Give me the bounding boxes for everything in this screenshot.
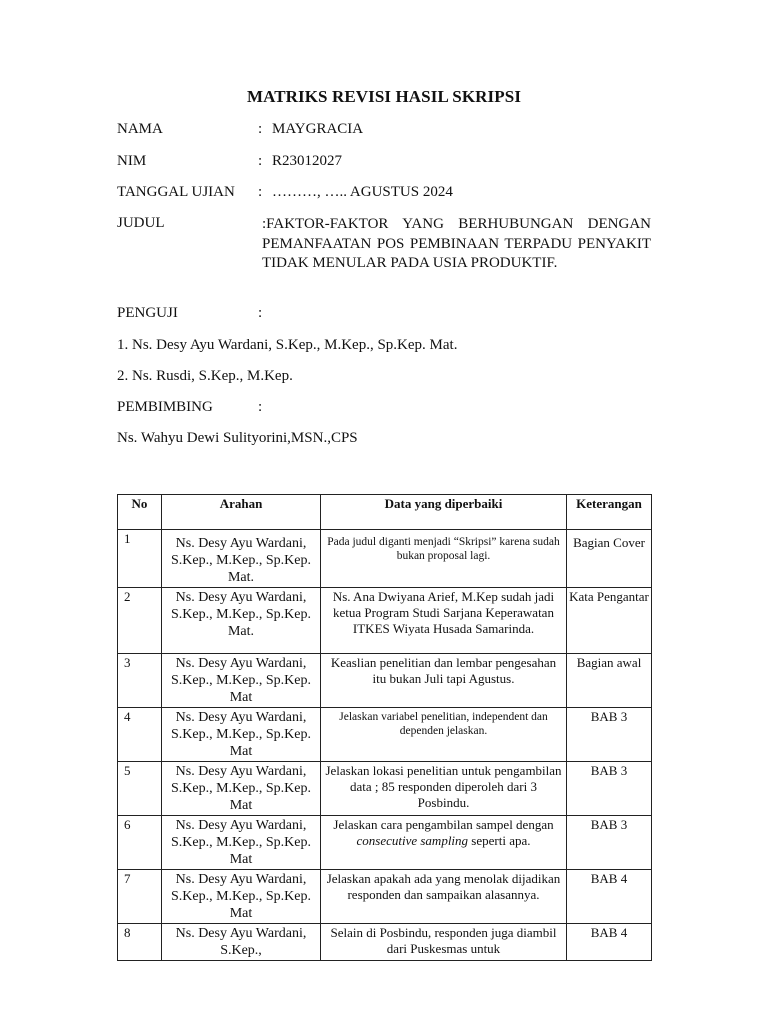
pembimbing-colon: : [258, 399, 263, 415]
row-keterangan: BAB 3 [567, 816, 652, 870]
row-no: 3 [118, 654, 162, 708]
row-keterangan: BAB 3 [567, 762, 652, 816]
row-keterangan: BAB 3 [567, 708, 652, 762]
row-keterangan: Bagian awal [567, 654, 652, 708]
tanggal-value: ………, ….. AGUSTUS 2024 [272, 184, 453, 200]
revision-table [117, 494, 652, 961]
pembimbing-label: PEMBIMBING [117, 399, 213, 415]
penguji-item: 2. Ns. Rusdi, S.Kep., M.Kep. [117, 368, 293, 384]
row-no: 2 [118, 588, 162, 654]
table-row [118, 708, 652, 762]
header-arahan: Arahan [162, 495, 321, 530]
row-data: Ns. Ana Dwiyana Arief, M.Kep sudah jadi ketua Program Studi Sarjana Keperawatan ITKES Wiyata Husada Samarinda. [321, 588, 567, 654]
row-data: Jelaskan variabel penelitian, independent dan dependen jelaskan. [321, 708, 567, 762]
nama-value: MAYGRACIA [272, 121, 364, 137]
judul-label: JUDUL [117, 215, 165, 231]
penguji-item: 1. Ns. Desy Ayu Wardani, S.Kep., M.Kep., Sp.Kep. Mat. [117, 337, 458, 353]
nim-label: NIM [117, 153, 147, 169]
table-row [118, 530, 652, 588]
table-row [118, 654, 652, 708]
penguji-label: PENGUJI [117, 305, 178, 321]
tanggal-colon: : [258, 184, 263, 200]
row-no: 4 [118, 708, 162, 762]
row-data-emphasis: consecutive sampling [356, 833, 469, 848]
row-keterangan: BAB 4 [567, 924, 652, 961]
nama-colon: : [258, 121, 263, 137]
judul-value: :FAKTOR-FAKTOR YANG BERHUBUNGAN DENGAN PEMANFAATAN POS PEMBINAAN TERPADU PENYAKIT TIDAK MENULAR PADA USIA PRODUKTIF. [262, 216, 651, 271]
row-data-text: seperti apa. [468, 833, 531, 848]
row-arahan: Ns. Desy Ayu Wardani, S.Kep., M.Kep., Sp.Kep. Mat [162, 816, 321, 870]
document-title: MATRIKS REVISI HASIL SKRIPSI [246, 87, 522, 106]
row-keterangan: Kata Pengantar [567, 588, 652, 654]
row-arahan: Ns. Desy Ayu Wardani, S.Kep., M.Kep., Sp.Kep. Mat [162, 708, 321, 762]
row-no: 8 [118, 924, 162, 961]
row-no: 6 [118, 816, 162, 870]
tanggal-label: TANGGAL UJIAN [117, 184, 235, 200]
table-header-row [118, 495, 652, 530]
row-no: 7 [118, 870, 162, 924]
header-no: No [118, 495, 162, 530]
row-arahan: Ns. Desy Ayu Wardani, S.Kep., [162, 924, 321, 961]
pembimbing-name: Ns. Wahyu Dewi Sulityorini,MSN.,CPS [117, 430, 358, 446]
row-data: Jelaskan lokasi penelitian untuk pengambilan data ; 85 responden diperoleh dari 3 Posbindu. [321, 762, 567, 816]
row-data: Pada judul diganti menjadi “Skripsi” karena sudah bukan proposal lagi. [321, 530, 567, 588]
row-no: 5 [118, 762, 162, 816]
row-data: Jelaskan apakah ada yang menolak dijadikan responden dan sampaikan alasannya. [321, 870, 567, 924]
nim-colon: : [258, 153, 263, 169]
penguji-colon: : [258, 305, 263, 321]
row-arahan: Ns. Desy Ayu Wardani, S.Kep., M.Kep., Sp.Kep. Mat. [162, 588, 321, 654]
table-row [118, 816, 652, 870]
header-keterangan: Keterangan [567, 495, 652, 530]
row-arahan: Ns. Desy Ayu Wardani, S.Kep., M.Kep., Sp.Kep. Mat [162, 654, 321, 708]
table-row [118, 762, 652, 816]
row-data [321, 816, 567, 870]
row-arahan: Ns. Desy Ayu Wardani, S.Kep., M.Kep., Sp.Kep. Mat [162, 762, 321, 816]
row-data: Selain di Posbindu, responden juga diambil dari Puskesmas untuk [321, 924, 567, 961]
row-arahan: Ns. Desy Ayu Wardani, S.Kep., M.Kep., Sp.Kep. Mat. [162, 530, 321, 588]
nama-label: NAMA [117, 121, 163, 137]
row-keterangan: BAB 4 [567, 870, 652, 924]
table-row [118, 588, 652, 654]
header-data: Data yang diperbaiki [321, 495, 567, 530]
row-arahan: Ns. Desy Ayu Wardani, S.Kep., M.Kep., Sp.Kep. Mat [162, 870, 321, 924]
row-no: 1 [118, 530, 162, 588]
table-row [118, 870, 652, 924]
row-data-text: Jelaskan cara pengambilan sampel dengan [333, 817, 554, 832]
row-keterangan: Bagian Cover [567, 530, 652, 588]
nim-value: R23012027 [272, 153, 343, 169]
table-row [118, 924, 652, 961]
row-data: Keaslian penelitian dan lembar pengesahan itu bukan Juli tapi Agustus. [321, 654, 567, 708]
